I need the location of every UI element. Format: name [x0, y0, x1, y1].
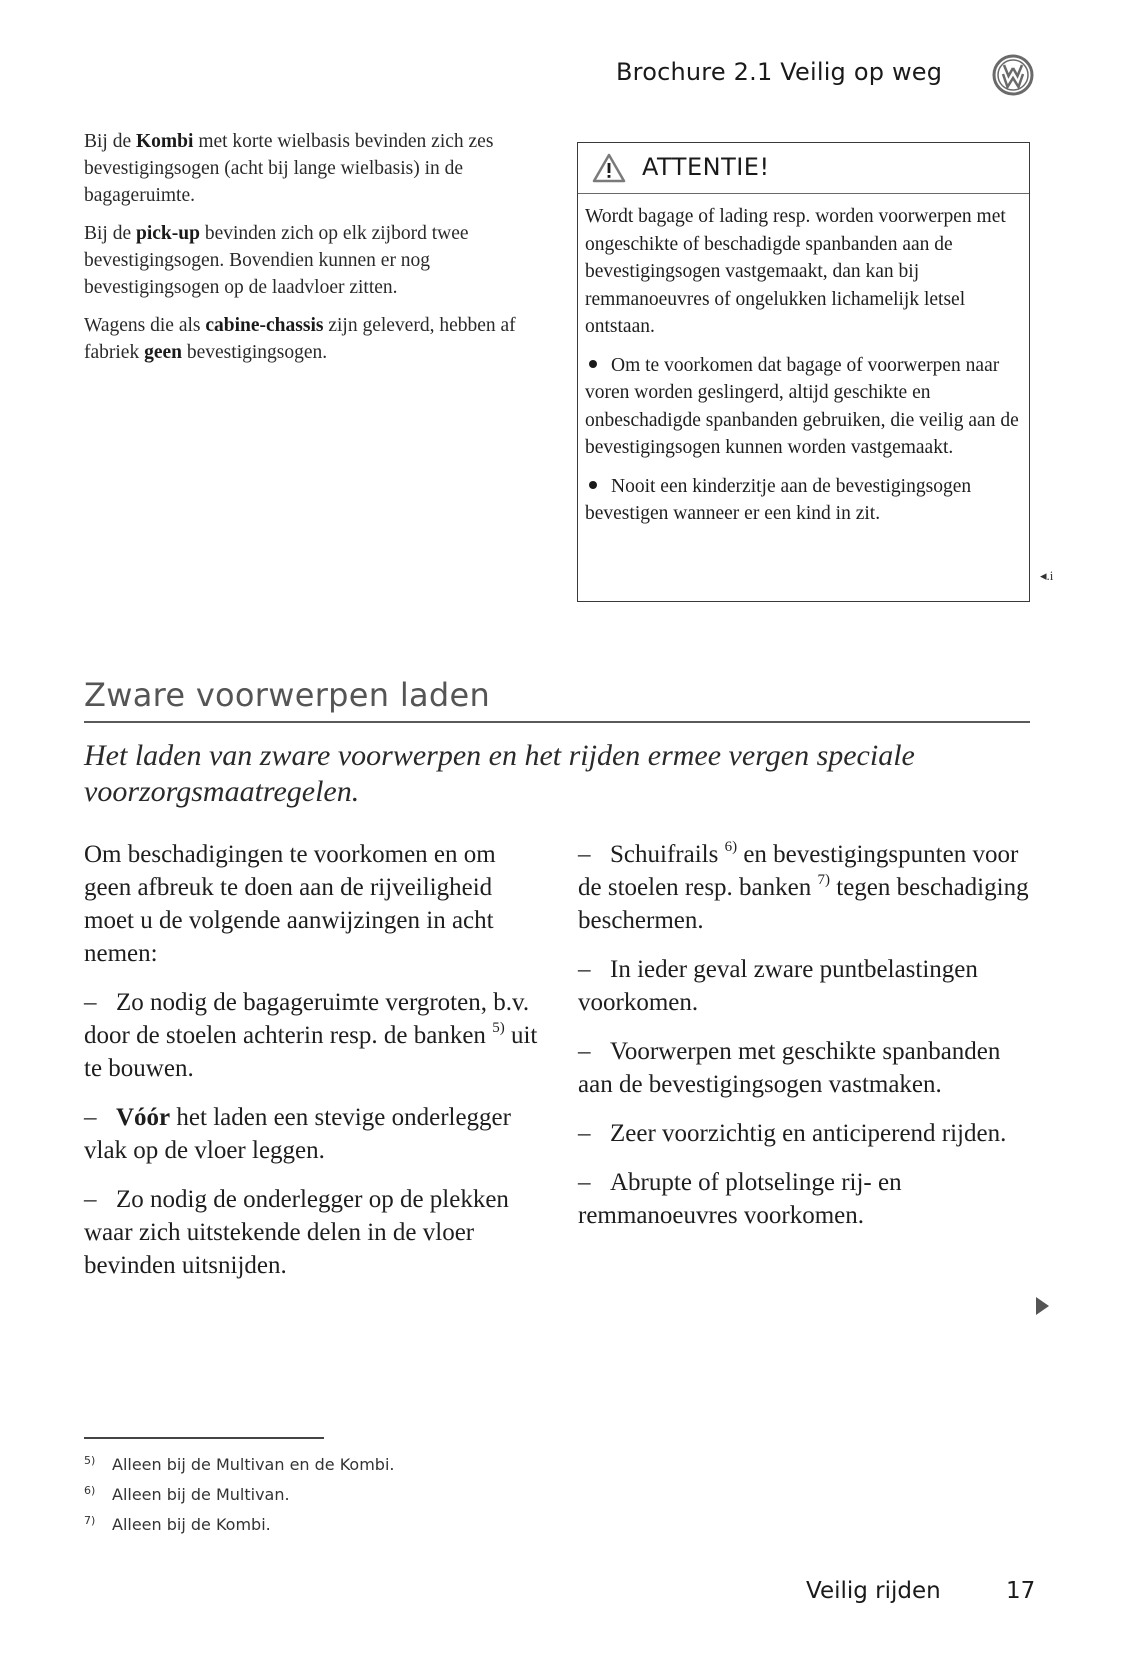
intro-paragraph-pickup: Bij de pick-up bevinden zich op elk zijbord twee bevestigingsogen. Bovendien kunnen er nog bevestigingsogen op de laadvloer zitten.	[84, 223, 469, 298]
warning-title: ATTENTIE!	[642, 153, 770, 181]
warning-triangle-icon	[592, 152, 626, 184]
footnote-ref[interactable]: 7)	[817, 872, 831, 888]
warning-body	[585, 203, 1025, 539]
list-item: – Abrupte of plotselinge rij- en remmanoeuvres voorkomen.	[578, 1169, 902, 1229]
warning-box	[577, 142, 1030, 602]
continue-arrow-icon	[1036, 1297, 1049, 1315]
left-intro: Om beschadigingen te voorkomen en om geen afbreuk te doen aan de rijveiligheid moet u de volgende aanwijzingen in acht nemen:	[84, 841, 496, 967]
list-item: – In ieder geval zware puntbelastingen voorkomen.	[578, 956, 978, 1016]
warning-bullet-item: Om te voorkomen dat bagage of voorwerpen naar voren worden geslingerd, altijd geschikte en onbeschadigde spanbanden gebruiken, die veilig aan de bevestigingsogen kunnen worden vastgemaakt.	[585, 354, 1019, 458]
footnote-ref[interactable]: 5)	[492, 1020, 505, 1036]
footnote: 7) Alleen bij de Kombi.	[84, 1514, 271, 1534]
list-item: – Vóór het laden een stevige onderlegger vlak op de vloer leggen.	[84, 1104, 511, 1164]
bullet-icon	[589, 360, 597, 368]
intro-paragraph-chassis: Wagens die als cabine-chassis zijn geleverd, hebben af fabriek geen bevestigingsogen.	[84, 315, 516, 363]
footer-section-name: Veilig rijden	[806, 1578, 941, 1604]
list-item: – Zo nodig de onderlegger op de plekken waar zich uitstekende delen in de vloer bevinden uitsnijden.	[84, 1186, 509, 1279]
footnote: 6) Alleen bij de Multivan.	[84, 1484, 290, 1504]
list-item: – Schuifrails $^{6)}$ en bevestigingspunten voor de stoelen resp. banken $^{7)}$ tegen beschadiging beschermen.	[578, 839, 1029, 934]
list-item: – Voorwerpen met geschikte spanbanden aan de bevestigingsogen vastmaken.	[578, 1038, 1001, 1098]
section-divider	[84, 721, 1030, 723]
footnotes	[84, 1450, 584, 1540]
page-number: 17	[1006, 1578, 1036, 1604]
left-column	[84, 838, 544, 1298]
end-of-warning-mark-icon: ◂.i	[1040, 568, 1054, 583]
right-column	[578, 838, 1038, 1248]
warning-bullet-item: Nooit een kinderzitje aan de bevestigingsogen bevestigen wanneer er een kind in zit.	[585, 475, 972, 524]
intro-paragraph-kombi: Bij de Kombi met korte wielbasis bevinden zich zes bevestigingsogen (acht bij lange wielbasis) in de bagageruimte.	[84, 131, 494, 206]
bullet-icon	[589, 481, 597, 489]
vw-logo-icon	[992, 54, 1034, 96]
warning-header	[578, 143, 1029, 194]
list-item: – Zeer voorzichtig en anticiperend rijden.	[578, 1120, 1007, 1147]
footnote-ref[interactable]: 6)	[724, 839, 738, 855]
footnote: 5) Alleen bij de Multivan en de Kombi.	[84, 1454, 395, 1474]
section-lead: Het laden van zware voorwerpen en het rijden ermee vergen speciale voorzorgsmaatregelen.	[84, 739, 915, 808]
footnote-divider	[84, 1437, 324, 1439]
list-item: – Zo nodig de bagageruimte vergroten, b.v. door de stoelen achterin resp. de banken $^{5)}$ uit te bouwen.	[84, 989, 538, 1082]
running-header-title: Brochure 2.1 Veilig op weg	[616, 58, 943, 86]
section-title: Zware voorwerpen laden	[84, 676, 491, 714]
warning-paragraph: Wordt bagage of lading resp. worden voorwerpen met ongeschikte of beschadigde spanbanden aan de bevestigingsogen vastgemaakt, dan kan bij remmanoeuvres of ongelukken lichamelijk letsel ontstaan.	[585, 206, 1006, 337]
intro-text	[84, 128, 539, 377]
